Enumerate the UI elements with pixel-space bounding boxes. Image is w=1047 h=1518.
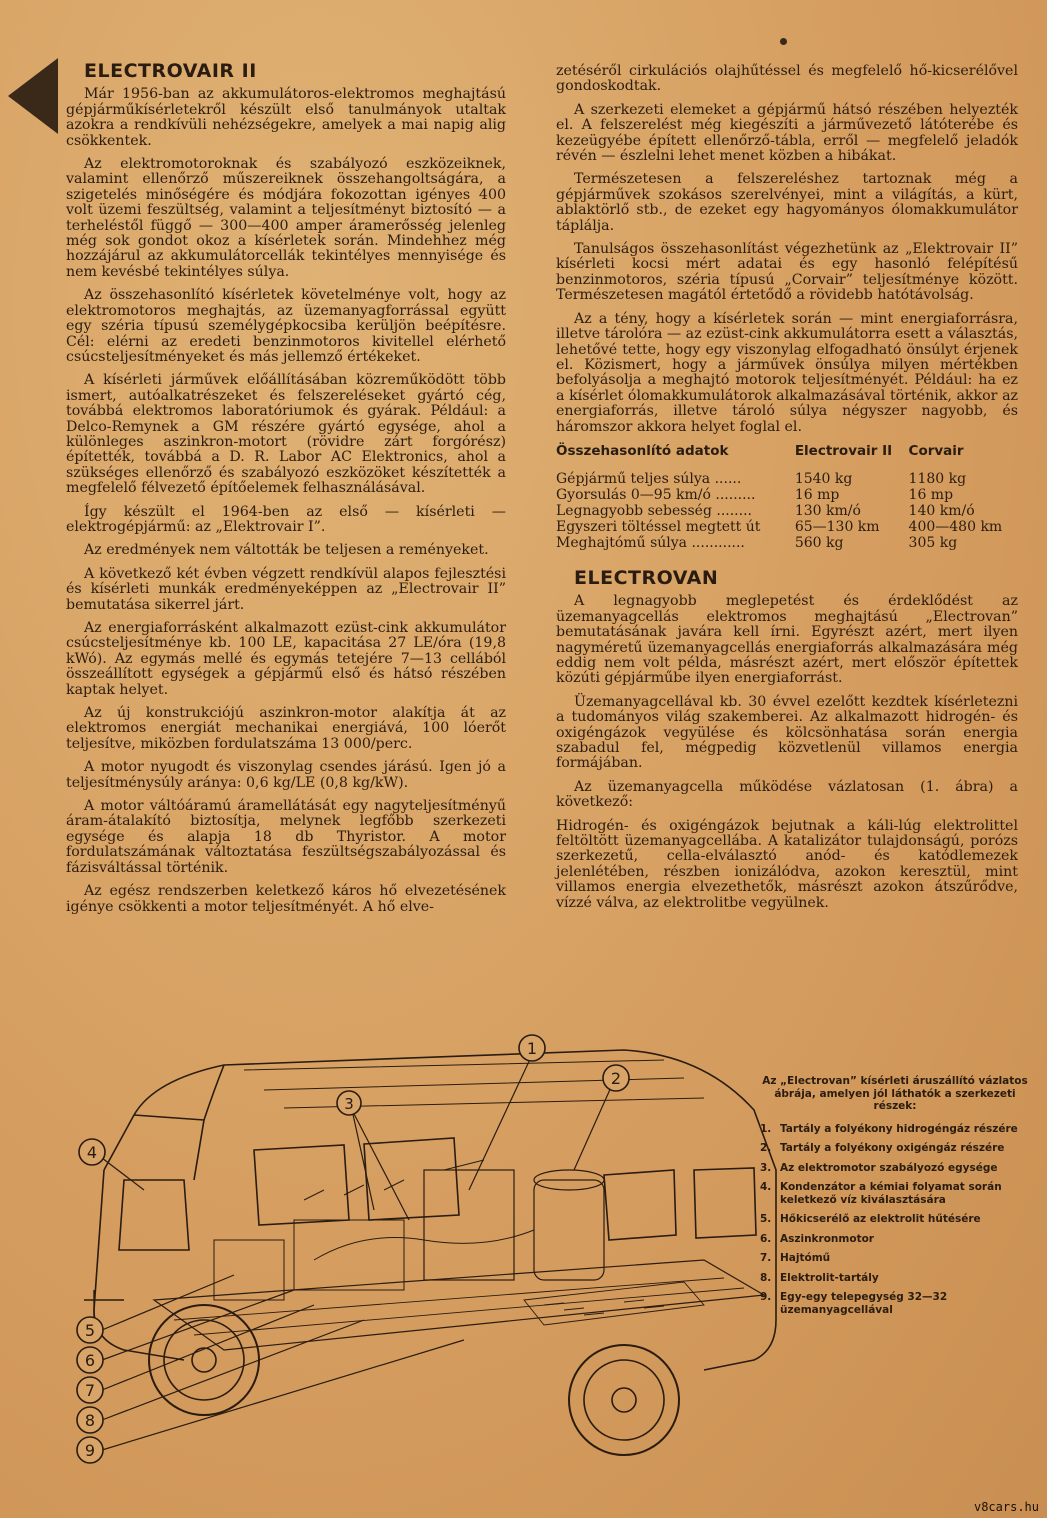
callout-3 — [337, 1091, 361, 1115]
svg-text:2: 2 — [610, 1069, 622, 1088]
right-column — [556, 64, 1018, 919]
table-row — [556, 471, 1018, 487]
table-row — [556, 535, 1018, 551]
paragraph: Az új konstrukciójú aszinkron-motor alakítja át az elektromos energiát mechanikai energiává, 100 lóerőt teljesítve, miközben fordulatszáma 13 000/perc. — [66, 705, 506, 752]
table-row — [556, 503, 1018, 519]
list-item: 2. Tartály a folyékony oxigéngáz részére — [760, 1142, 1005, 1154]
list-item: 8. Elektrolit-tartály — [760, 1271, 879, 1284]
paragraph: Tanulságos összehasonlítást végezhetünk az „Elektrovair II” kísérleti kocsi mért adatai és egy hasonló felépítésű benzinmotoros, széria típusú „Corvair” teljesítménye között. Természetesen magától értetődő a rövidebb hatótávolság. — [556, 241, 1018, 304]
paragraph: A motor nyugodt és viszonylag csendes járású. Igen jó a teljesítménysúly aránya: 0,6 kg/LE (0,8 kg/kW). — [66, 759, 506, 791]
callout-4 — [79, 1139, 105, 1165]
svg-text:6: 6 — [84, 1351, 96, 1370]
table-cell: 16 mp — [794, 486, 840, 503]
list-item: 1. Tartály a folyékony hidrogéngáz részére — [760, 1122, 1018, 1135]
table-cell: 1180 kg — [908, 470, 967, 487]
list-item: 7. Hajtómű — [760, 1252, 831, 1264]
table-cell: 16 mp — [908, 486, 954, 503]
paragraph: Az elektromotoroknak és szabályozó eszközeiknek, valamint ellenőrző műszereiknek összehangoltságára, a szigetelés minőségére és módjára fokozottan igényes 400 volt üzemi feszültség, valamint a teljesítményt biztosító — a terheléstől függő — 300—400 amper áramerősség jelenleg még sok gondot okoz a kísérletek során. Mindehhez még hozzájárul az akkumulátorcellák tekintélyes mennyisége és nem kevésbé tekintélyes súlya. — [66, 156, 506, 280]
paragraph: Hidrogén- és oxigéngázok bejutnak a káli-lúg elektrolittel feltöltött üzemanyagcellába. A katalizátor tulajdonságú, porózs szerkezetű, cella-elválasztó anód- és katódlemezek jelenlétében, részben ionizálódva, azokon keresztül, mint villamos energia elvezethetők, másrészt azokon átszűrődve, vízzé válva, az elektrolitbe vegyülnek. — [556, 817, 1018, 911]
callout-7 — [77, 1377, 103, 1403]
caption-list — [760, 1123, 1030, 1317]
svg-text:7: 7 — [84, 1381, 96, 1400]
callout-9 — [77, 1437, 103, 1463]
section-heading: ELECTROVAN — [574, 566, 719, 589]
table-cell: Egyszeri töltéssel megtett út — [556, 518, 761, 535]
left-column — [66, 60, 506, 923]
list-item: 3. Az elektromotor szabályozó egysége — [760, 1161, 998, 1174]
paragraph: Így készült el 1964-ben az első — kísérleti — elektrogépjármű: az „Elektrovair I”. — [66, 503, 506, 535]
paragraph: Az üzemanyagcella működése vázlatosan (1. ábra) a következő: — [556, 778, 1018, 811]
callout-1 — [519, 1035, 545, 1061]
table-row — [556, 487, 1018, 503]
paragraph: Az összehasonlító kísérletek követelménye volt, hogy az elektromotoros meghajtás, az üzemanyagforrással együtt egy széria típusú személygépkocsiba kerüljön beépítésre. Cél: elérni az eredeti benzinmotoros kivitellel elérhető csúcsteljesítményeket és más jellemző értékeket. — [66, 287, 506, 365]
list-item: 6. Aszinkronmotor — [760, 1232, 874, 1245]
table-cell: 560 kg — [794, 534, 844, 551]
list-item: 5. Hőkicserélő az elektrolit hűtésére — [760, 1213, 981, 1225]
table-cell: Gépjármű teljes súlya ...... — [556, 470, 742, 487]
table-header-row — [556, 443, 1018, 471]
svg-text:3: 3 — [344, 1095, 354, 1113]
print-dot — [780, 38, 787, 45]
table-header: Összehasonlító adatok — [556, 442, 729, 459]
table-cell: 1540 kg — [794, 470, 853, 487]
paragraph: Az a tény, hogy a kísérletek során — mint energiaforrásra, illetve tárolóra — az ezüst-cink akkumulátorra esett a választás, lehetővé tette, hogy egy viszonylag elfogadható önsúlyt érjenek el. Közismert, hogy a járművek önsúlya milyen mértékben befolyásolja a meghajtó motorok teljesítményét. Például: ha ez a kísérlet ólomakkumulátorok alkalmazásával történik, akkor az energiaforrás, illetve tároló súlya négyszer nagyobb, és háromszor akkora helyet foglal el. — [556, 310, 1018, 435]
table-row — [556, 519, 1018, 535]
table-cell: Gyorsulás 0—95 km/ó ......... — [556, 486, 756, 503]
table-cell: 65—130 km — [794, 518, 880, 535]
svg-text:8: 8 — [84, 1411, 96, 1430]
paragraph: A következő két évben végzett rendkívül alapos fejlesztési és kísérleti munkák eredményeképpen az „Electrovair II” bemutatása sikerrel járt. — [66, 565, 506, 613]
list-item: 9. Egy-egy telepegység 32—32 üzemanyagcellával — [760, 1291, 948, 1316]
callout-8 — [77, 1407, 103, 1433]
list-item: 4. Kondenzátor a kémiai folyamat során keletkező víz kiválasztására — [760, 1181, 1002, 1206]
figure-caption — [760, 1075, 1030, 1323]
van-cutaway-illustration — [64, 1020, 784, 1490]
article-heading: ELECTROVAIR II — [84, 60, 257, 82]
svg-text:4: 4 — [86, 1143, 98, 1162]
paragraph: Az eredmények nem váltották be teljesen a reményeket. — [84, 542, 489, 559]
caption-intro: Az „Electrovan” kísérleti áruszállító vázlatos ábrája, amelyen jól láthatók a szerkezeti részek: — [762, 1075, 1028, 1112]
paragraph: Már 1956-ban az akkumulátoros-elektromos meghajtású gépjárműkísérletekről készült első tanulmányok utaltak azokra a rendkívüli nehézségekre, amelyek a mai napig alig csökkentek. — [66, 86, 506, 149]
table-cell: 140 km/ó — [908, 502, 975, 519]
paragraph: zetéséről cirkulációs olajhűtéssel és megfelelő hő-kicserélővel gondoskodtak. — [556, 63, 1018, 95]
svg-text:5: 5 — [84, 1321, 96, 1340]
paragraph: Az egész rendszerben keletkező káros hő elvezetésének igénye csökkenti a motor teljesítményét. A hő elve- — [66, 883, 506, 915]
paragraph: A kísérleti járművek előállításában közreműködött több ismert, autóalkatrészeket és felszereléseket gyártó cég, továbbá elektromos laboratóriumok és gyárak. Például: a Delco-Remynek a GM részére gyártó egysége, ahol a különleges aszinkron-motort (rövidre zárt forgórész) építették, továbbá a D. R. Labor AC Elektronics, ahol a szükséges ellenőrző és szabályozó eszközöket készítették a megfelelő félvezető építőelemek felhasználásával. — [66, 372, 506, 497]
paragraph: Természetesen a felszereléshez tartoznak még a gépjárművek szokásos szerelvényei, mint a világítás, a kürt, ablaktörlő stb., de ezeket egy hagyományos ólomakkumulátor táplálja. — [556, 171, 1018, 234]
paragraph: Az energiaforrásként alkalmazott ezüst-cink akkumulátor csúcsteljesítménye kb. 100 LE, kapacitása 27 LE/óra (19,8 kWó). Az egymás mellé és egymás tetejére 7—13 cellából összeállított egységek a gépjármű első és hátsó részében kaptak helyet. — [66, 620, 506, 698]
page-arrow-marker — [8, 58, 58, 134]
svg-text:9: 9 — [84, 1441, 96, 1460]
table-header: Corvair — [908, 442, 964, 459]
source-credit: v8cars.hu — [973, 1500, 1039, 1514]
table-cell: Legnagyobb sebesség ........ — [556, 502, 752, 519]
callout-6 — [77, 1347, 103, 1373]
paragraph: A legnagyobb meglepetést és érdeklődést az üzemanyagcellás elektromos meghajtású „Electrovan” bemutatásának javára kell írni. Egyrészt azért, mert ilyen nagyméretű üzemanyagcellás energiaforrás alkalmazására még eddig nem volt példa, másrészt azért, mert először építettek közúti gépjárműbe ilyen energiaforrást. — [556, 593, 1018, 687]
paragraph: A szerkezeti elemeket a gépjármű hátsó részében helyezték el. A felszerelést még kiegészíti a járművezető látóterébe és kezeügyébe épített ellenőrző-tábla, erről — megfelelő jeladók révén — észlelni lehet menet közben a hibákat. — [556, 101, 1018, 165]
svg-text:1: 1 — [526, 1039, 538, 1058]
paragraph: A motor váltóáramú áramellátását egy nagyteljesítményű áram-átalakító biztosítja, melynek legfőbb szerkezeti egysége és alapja 18 db Thyristor. A motor fordulatszámának változtatása feszültségszabályozással és fázisváltással történik. — [66, 798, 506, 876]
table-cell: 305 kg — [908, 534, 958, 551]
paragraph: Üzemanyagcellával kb. 30 évvel ezelőtt kezdtek kísérletezni a tudományos világ szakemberei. Az alkalmazott hidrogén- és oxigéngázok vegyülése és kölcsönhatása során energia szabadul fel, mégpedig közvetlenül villamos energia formájában. — [556, 693, 1018, 772]
callout-2 — [603, 1065, 629, 1091]
table-header: Electrovair II — [794, 442, 893, 459]
comparison-table — [556, 443, 1018, 551]
table-cell: 130 km/ó — [794, 502, 861, 519]
callout-5 — [77, 1317, 103, 1343]
table-cell: 400—480 km — [908, 518, 1003, 535]
table-cell: Meghajtómű súlya ............ — [556, 534, 745, 551]
